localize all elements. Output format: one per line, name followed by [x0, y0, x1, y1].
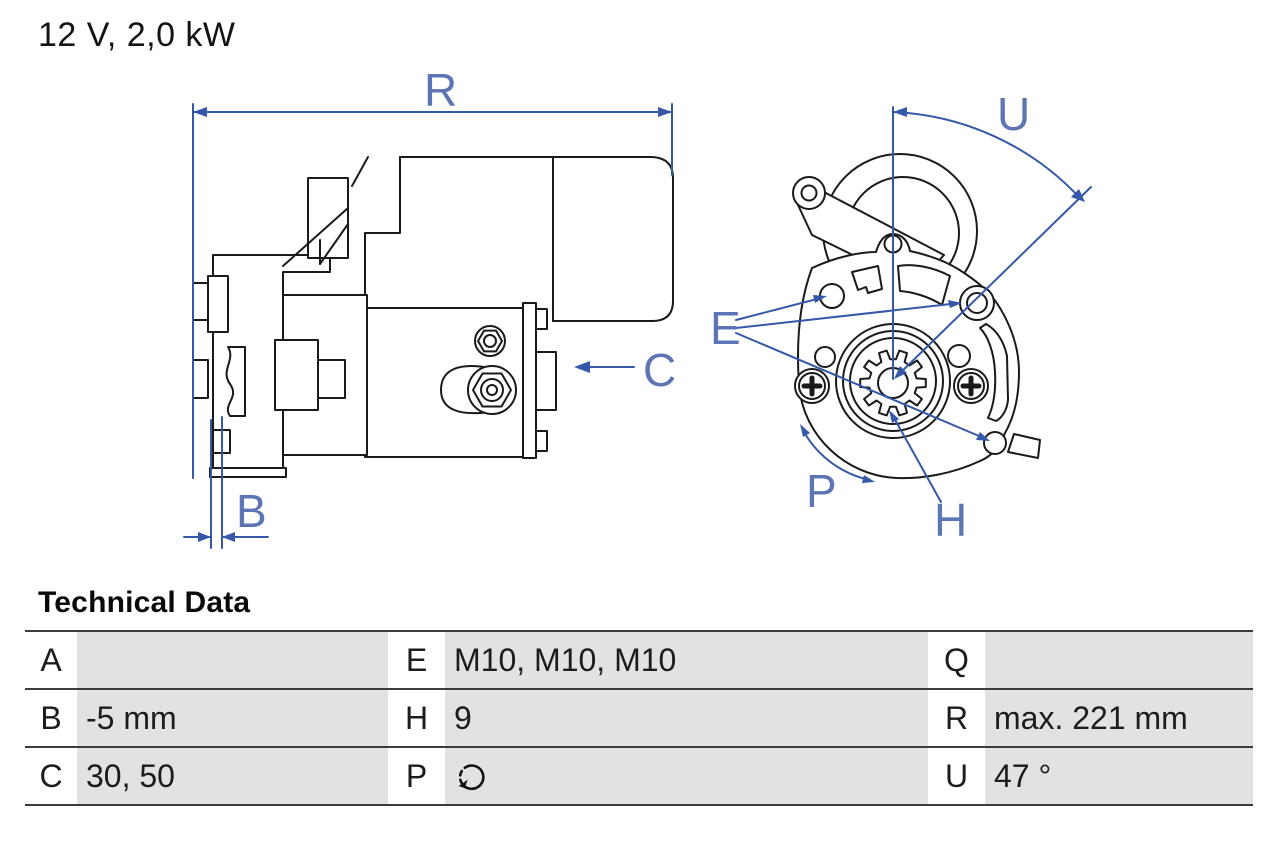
table-row	[25, 748, 1253, 806]
technical-data-table	[25, 630, 1253, 806]
param-value-c: 30, 50	[77, 748, 388, 804]
param-label-a: A	[25, 632, 77, 688]
table-row	[25, 632, 1253, 690]
front-view-drawing	[793, 154, 1040, 478]
side-view-drawing	[193, 157, 673, 477]
table-row	[25, 690, 1253, 748]
shaft-stub	[193, 283, 208, 320]
dimension-label-c: C	[643, 344, 677, 396]
param-value-a	[77, 632, 388, 688]
param-label-q: Q	[928, 632, 985, 688]
param-value-p	[445, 748, 928, 804]
param-value-r: max. 221 mm	[985, 690, 1253, 746]
pinion-break	[227, 347, 245, 416]
dimension-label-p: P	[806, 465, 837, 517]
param-label-p: P	[388, 748, 445, 804]
dimension-label-e: E	[710, 302, 741, 354]
commutator-end-plate	[523, 303, 536, 458]
dimension-label-r: R	[424, 64, 458, 116]
param-label-r: R	[928, 690, 985, 746]
mount-hole-lower	[984, 432, 1006, 454]
dimension-label-b: B	[236, 485, 267, 537]
phillips-screw-left	[795, 369, 829, 403]
param-value-q	[985, 632, 1253, 688]
phillips-screw-right	[954, 369, 988, 403]
dimension-label-u: U	[997, 88, 1031, 140]
param-label-c: C	[25, 748, 77, 804]
param-value-b: -5 mm	[77, 690, 388, 746]
page-title: 12 V, 2,0 kW	[38, 16, 236, 54]
bracket-arm	[308, 178, 348, 258]
rotation-direction-icon	[454, 759, 490, 795]
technical-data-heading: Technical Data	[38, 586, 251, 619]
motor-housing	[400, 157, 673, 321]
dimension-label-h: H	[934, 494, 968, 546]
param-label-h: H	[388, 690, 445, 746]
param-label-e: E	[388, 632, 445, 688]
param-label-u: U	[928, 748, 985, 804]
dimension-c	[574, 361, 634, 373]
param-value-e: M10, M10, M10	[445, 632, 928, 688]
param-value-u: 47 °	[985, 748, 1253, 804]
param-label-b: B	[25, 690, 77, 746]
param-value-h: 9	[445, 690, 928, 746]
